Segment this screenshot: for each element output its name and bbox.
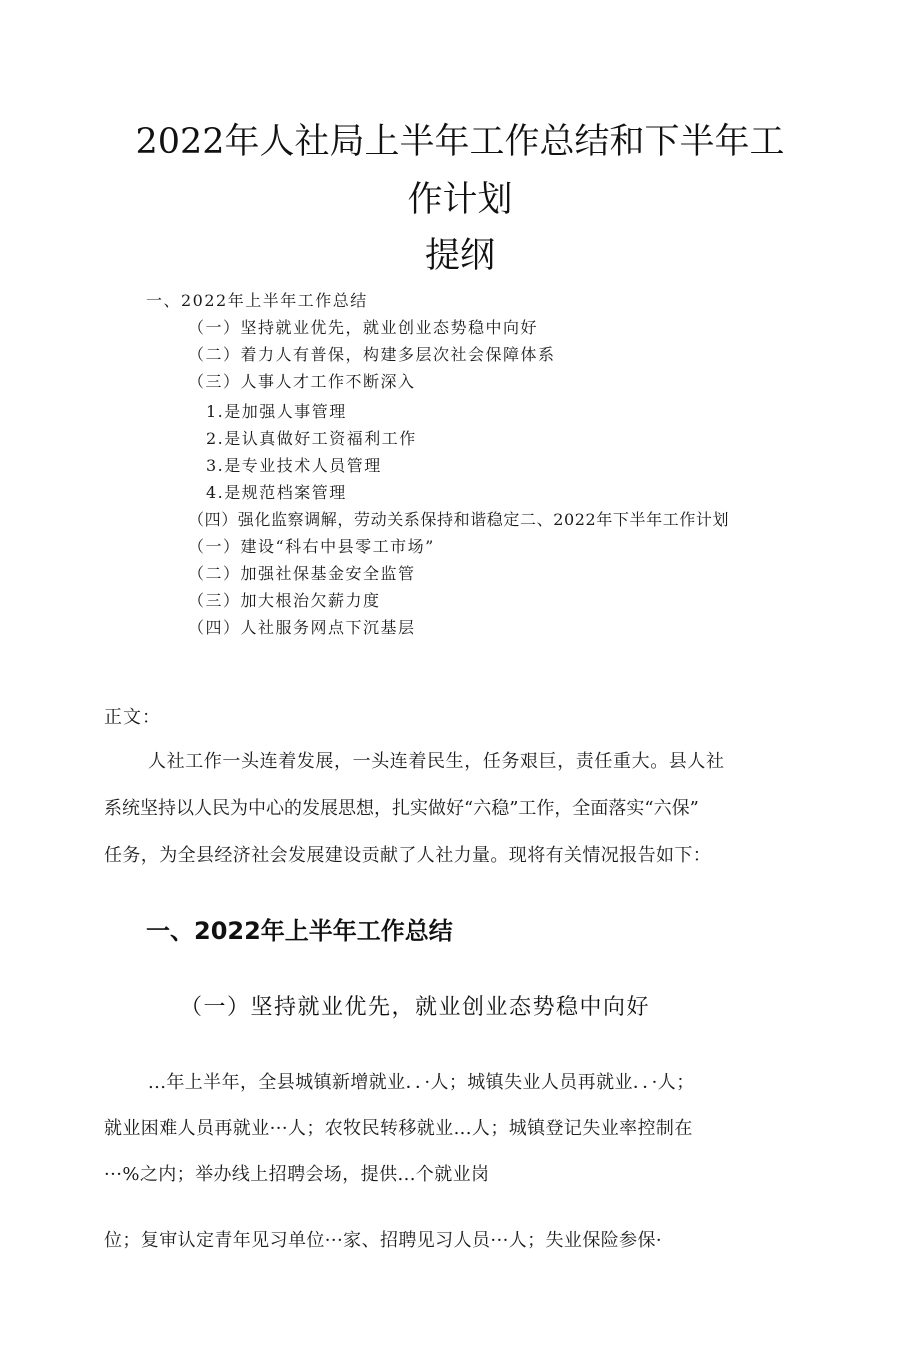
outline-item: （二）着力人有普保，构建多层次社会保障体系 [188,345,556,364]
document-title-line-2: 作计划 [407,180,513,220]
intro-line: 系统坚持以人民为中心的发展思想，扎实做好“六稳”工作，全面落实“六保” [104,798,699,819]
intro-line: 人社工作一头连着发展，一头连着民生，任务艰巨，责任重大。县人社 [148,751,725,772]
outline-item: 3.是专业技术人员管理 [206,456,382,475]
outline-item: 一、2022年上半年工作总结 [146,291,368,310]
subsection-heading: （一）坚持就业优先，就业创业态势稳中向好 [180,995,651,1020]
outline-item: （一）坚持就业优先，就业创业态势稳中向好 [188,318,539,337]
outline-item: （二）加强社保基金安全监管 [188,564,416,583]
outline-item: （四）强化监察调解，劳动关系保持和谐稳定二、2022年下半年工作计划 [188,510,730,529]
section-paragraph-line: 位；复审认定青年见习单位···家、招聘见习人员···人；失业保险参保· [104,1230,663,1251]
section-paragraph-line: ···%之内；举办线上招聘会场，提供...个就业岗 [104,1164,490,1185]
outline-item: 1.是加强人事管理 [206,402,347,421]
section-heading: 一、2022年上半年工作总结 [146,917,453,945]
body-label: 正文： [104,707,161,728]
outline-item: 4.是规范档案管理 [206,483,347,502]
section-paragraph-line: ...年上半年，全县城镇新增就业．．·人；城镇失业人员再就业．．·人； [148,1072,695,1093]
outline-item: （四）人社服务网点下沉基层 [188,618,416,637]
outline-item: （一）建设“科右中县零工市场” [188,537,435,556]
outline-item: （三）人事人才工作不断深入 [188,372,416,391]
section-paragraph-line: 就业困难人员再就业···人；农牧民转移就业...人；城镇登记失业率控制在 [104,1118,693,1139]
outline-item: 2.是认真做好工资福利工作 [206,429,417,448]
outline-item: （三）加大根治欠薪力度 [188,591,381,610]
document-title-line-1: 2022年人社局上半年工作总结和下半年工 [135,122,785,162]
intro-line: 任务，为全县经济社会发展建设贡献了人社力量。现将有关情况报告如下： [104,845,712,866]
outline-heading: 提纲 [424,236,495,276]
